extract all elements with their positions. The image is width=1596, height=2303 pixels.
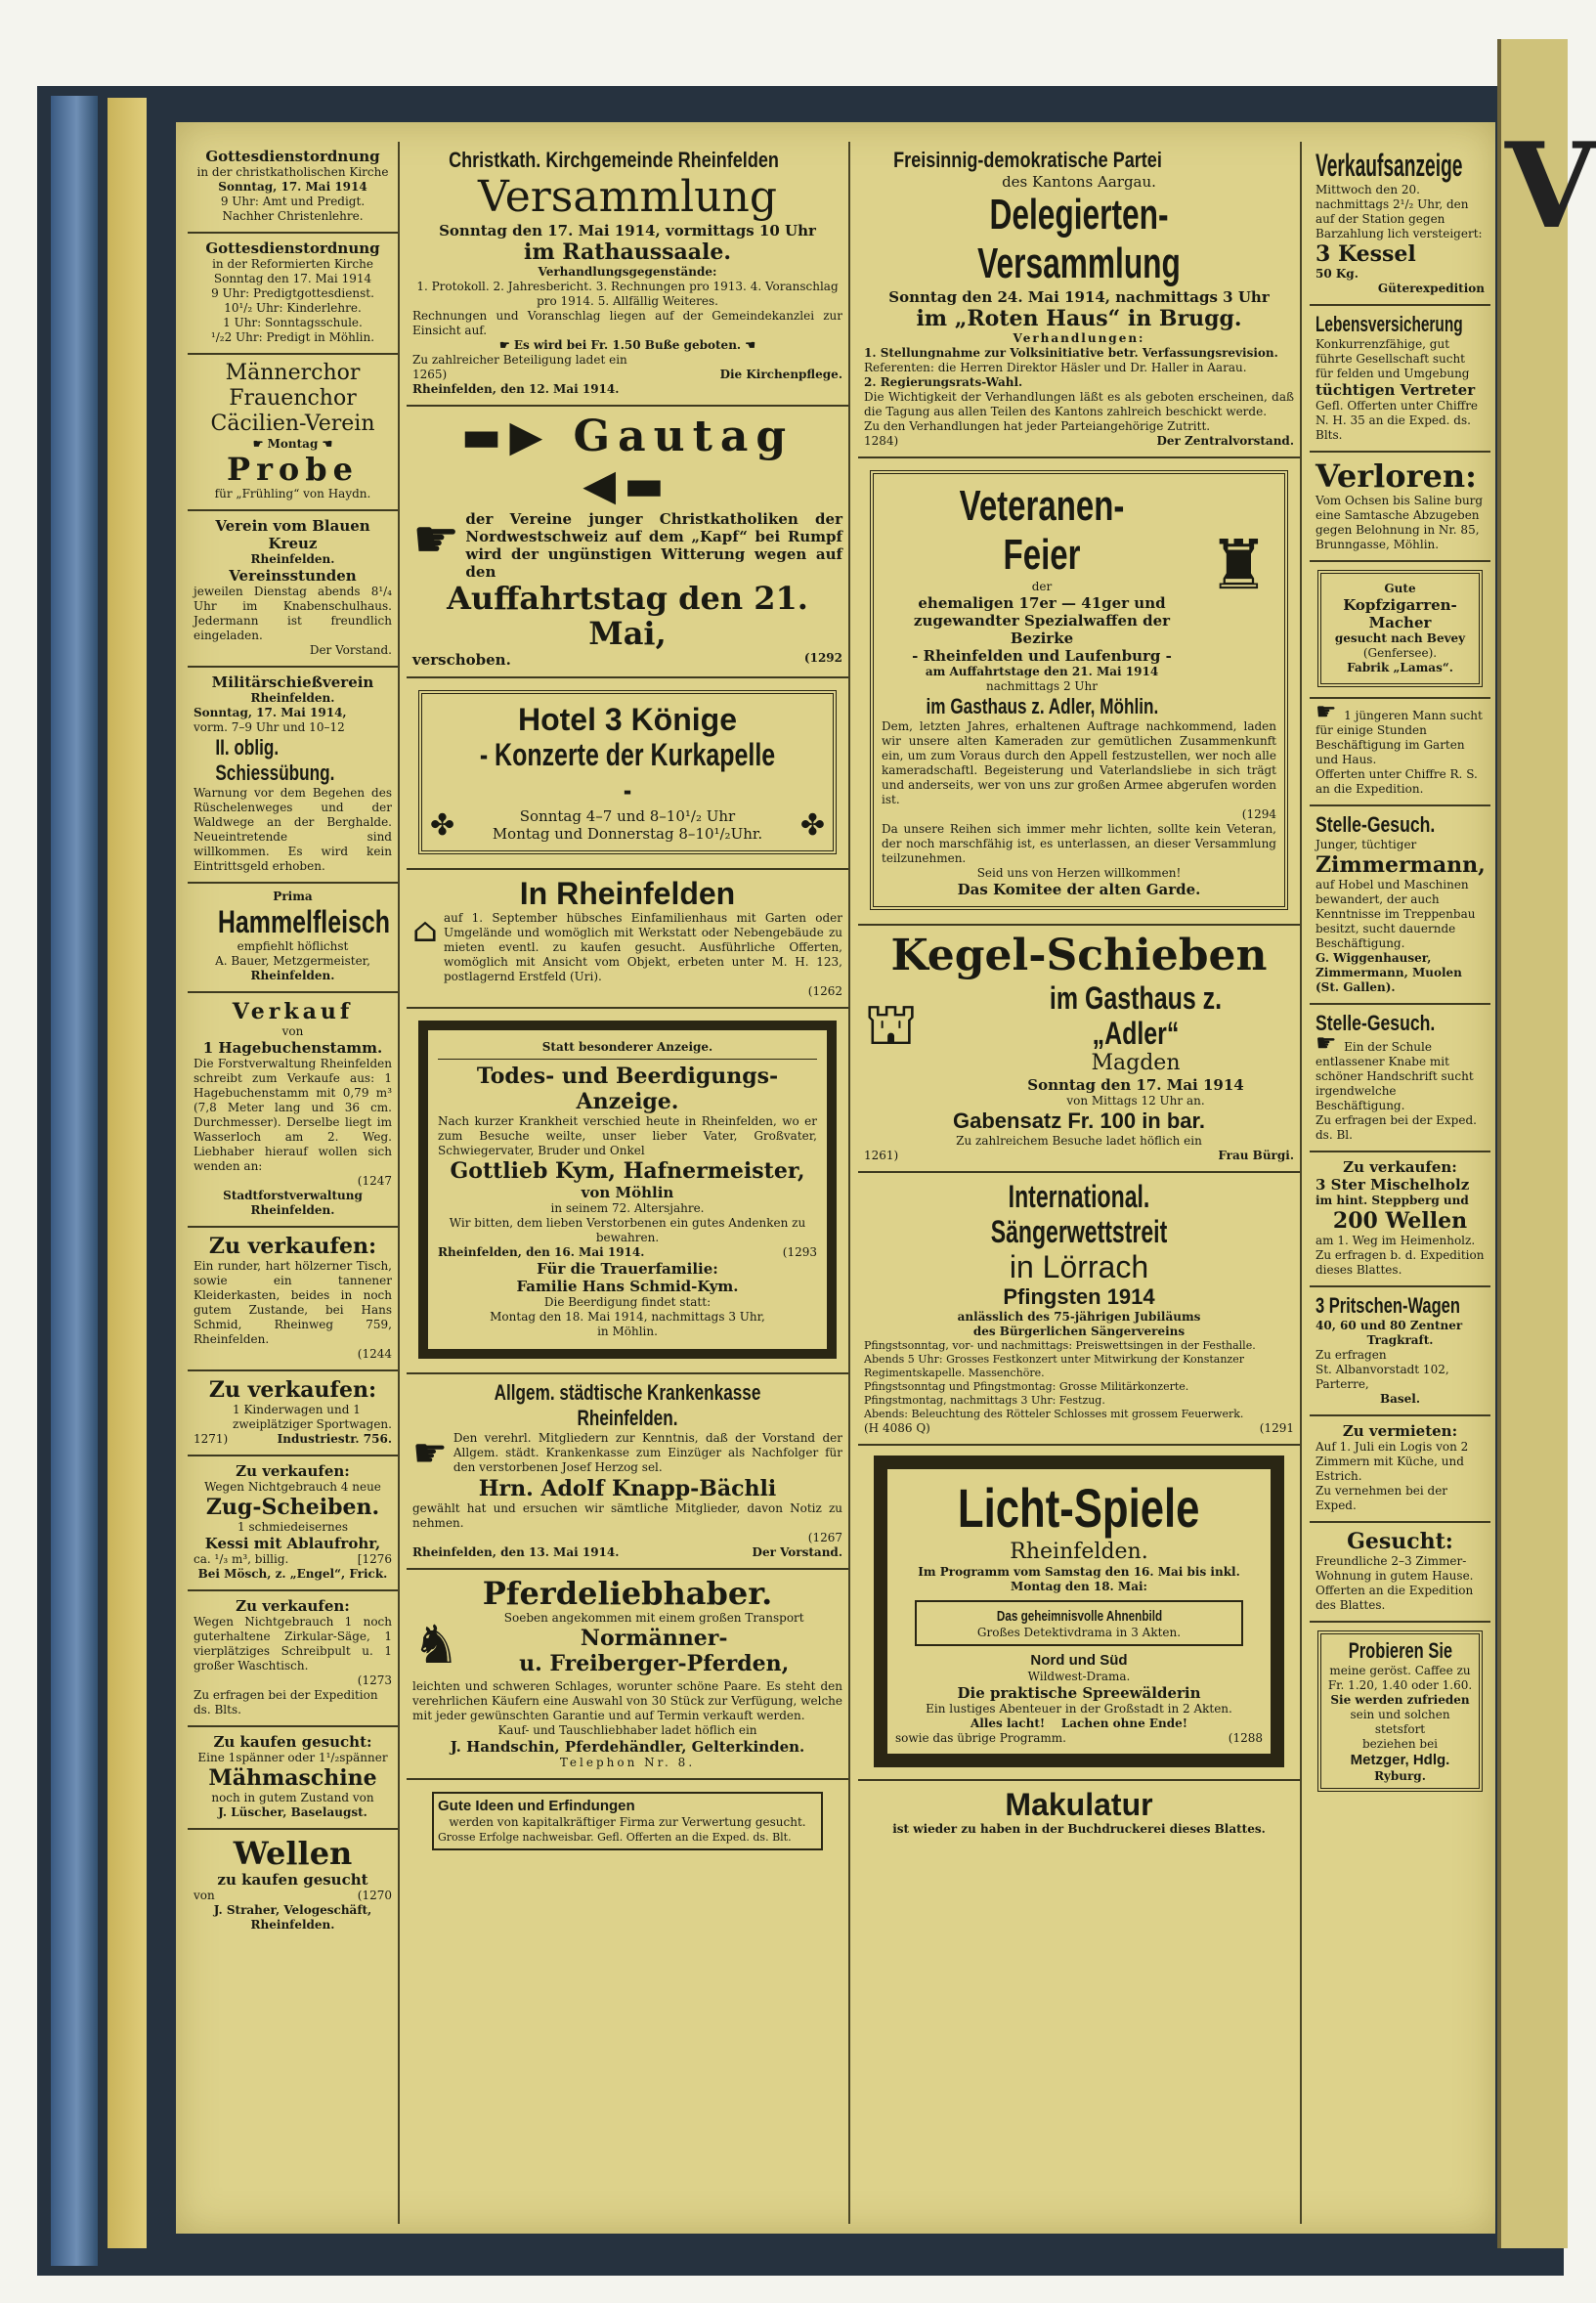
soldier-icon: ♜ (1208, 525, 1270, 605)
ornament-icon: ◀▬ (582, 460, 672, 510)
horse-icon: ♞ (412, 1614, 460, 1675)
pointing-hand-icon: ☛ (1316, 1029, 1345, 1057)
ad-wellen: Wellen zu kaufen gesucht von (1270 J. Straher, Velogeschäft, Rheinfelden. (194, 1835, 392, 1932)
column-2 (407, 142, 850, 2224)
pointing-hand-icon: ☛ (412, 508, 460, 570)
house-icon: ⌂ (412, 911, 438, 950)
ad-todesanzeige: Statt besonderer Anzeige. Todes- und Beerdigungs-Anzeige. Nach kurzer Krankheit verschied heute in Rheinfelden, wo er zum Besuche weilte, unser lieber Vater, Großvater, Schwiegervater, Bruder und Onkel Gottlieb Kym, Hafnermeister, von Möhlin in seinem 72. Altersjahre. Wir bitten, dem lieben Verstorbenen ein gutes Andenken zu bewahren. Rheinfelden, den 16. Mai 1914. (1293 Für die Trauerfamilie: Familie Hans Schmid-Kym. Die Beerdigung findet statt: Montag den 18. Mai 1914, nachmittags 3 Uhr, in Möhlin. (407, 1009, 848, 1374)
crest-icon: ✤ (430, 807, 455, 843)
hand-icon: ☛ (252, 437, 268, 451)
ad-probieren-sie: Probieren Sie meine geröst. Caffee zu Fr. 1.20, 1.40 oder 1.60. Sie werden zufrieden sein und solchen stetsfort beziehen bei Metzger, Hdlg. Ryburg. (1310, 1623, 1490, 1802)
ornament-icon: ▬▶ (460, 412, 574, 461)
ad-christkath-versammlung: Christkath. Kirchgemeinde Rheinfelden Versammlung Sonntag den 17. Mai 1914, vormittags 10 Uhr im Rathaussaale. Verhandlungsgegenstände: 1. Protokoll. 2. Jahresbericht. 3. Rechnungen pro 1913. 4. Voranschlag pro 1914. 5. Allfällig Weiteres. Rechnungen und Voranschlag liegen auf der Gemeindekanzlei zur Einsicht auf. ☛ Es wird bei Fr. 1.50 Buße geboten. ☚ Zu zahlreicher Beteiligung ladet ein 1265) Die Kirchenpflege. Rheinfelden, den 12. Mai 1914. (407, 142, 848, 407)
ad-kegelschieben: Kegel-Schieben ⛫ im Gasthaus z. „Adler“ Magden Sonntag den 17. Mai 1914 von Mittags 12 Uhr an. Gabensatz Fr. 100 in bar. Zu zahlreichem Besuche ladet höflich ein 1261) Frau Bürgi. (858, 926, 1300, 1173)
column-4 (1310, 142, 1490, 2224)
ad-krankenkasse: Allgem. städtische Krankenkasse Rheinfelden. ☛ Den verehrl. Mitgliedern zur Kenntnis, daß der Vorstand der Allgem. städt. Krankenkasse zum Einzüger als Nachfolger für den verstorbenen Josef Herzog sel. Hrn. Adolf Knapp-Bächli gewählt hat und ersuchen wir sämtliche Mitglieder, davon Notiz zu nehmen. (1267 Rheinfelden, den 13. Mai 1914. Der Vorstand. (407, 1374, 848, 1570)
ad-pferdeliebhaber: Pferdeliebhaber. ♞ Soeben angekommen mit einem großen Transport Normänner- u. Freiberger-Pferden, leichten und schweren Schlages, worunter schöne Paare. Es steht den verehrlichen Käufern eine Auswahl von 30 Stück zur Verfügung, welche mit jeder gewünschten Garantie und auf Termin verkauft werden. Kauf- und Tauschliebhaber ladet höflich ein J. Handschin, Pferdehändler, Gelterkinden. Telephon Nr. 8. (407, 1570, 848, 1780)
ad-hammelfleisch: Prima Hammelfleisch empfiehlt höflichst A. Bauer, Metzgermeister, Rheinfelden. (188, 884, 398, 993)
ad-maehmaschine: Zu kaufen gesucht: Eine 1spänner oder 1¹/₂spänner Mähmaschine noch in gutem Zustand von J. Lüscher, Baselaugst. (188, 1727, 398, 1830)
book-spine (51, 96, 98, 2266)
ad-kopfzigarren: Gute Kopfzigarren-Macher gesucht nach Bevey (Genfersee). Fabrik „Lamas“. (1310, 562, 1490, 699)
ad-veteranen-feier: Veteranen-Feier der ehemaligen 17er — 41ger und zugewandter Spezialwaffen der Bezirke - Rheinfelden und Laufenburg - am Auffahrtstage den 21. Mai 1914 nachmittags 2 Uhr im Gasthaus z. Adler, Möhlin. ♜ Dem, letzten Jahres, erhaltenen Auftrage nachkommend, laden wir unsere alten Kameraden zur gemütlichen Zusammenkunft ein, um zum Voraus durch den Appell festzustellen, wer noch alle kameradschaftl. Begeisterung und Vaterlandsliebe in sich trägt und anderseits, wer von uns zur großen Armee abgerufen worden ist. (1294 Da unsere Reihen sich immer mehr lichten, sollte kein Veteran, der noch marschfähig ist, es unterlassen, an dieser Versammlung teilzunehmen. Seid uns von Herzen willkommen! Das Komitee der alten Garde. (858, 458, 1300, 926)
pointing-hand-icon: ☛ (1316, 698, 1345, 725)
ad-lichtspiele: Licht-Spiele Rheinfelden. Im Programm vom Samstag den 16. Mai bis inkl. Montag den 18. Mai: Das geheimnisvolle Ahnenbild Großes Detektivdrama in 3 Akten. Nord und Süd Wildwest-Drama. Die praktische Spreewälderin Ein lustiges Abenteuer in der Großstadt in 2 Akten. Alles lacht! Lachen ohne Ende! sowie das übrige Programm. (1288 (858, 1446, 1300, 1781)
hand-icon: ☚ (741, 338, 756, 352)
pointing-hand-icon: ☛ (412, 1431, 448, 1476)
ad-stelle-gesuch-knabe: Stelle-Gesuch. ☛ Ein der Schule entlassener Knabe mit schöner Handschrift sucht irgendwelche Beschäftigung. Zu erfragen bei der Exped. ds. Bl. (1310, 1005, 1490, 1152)
ad-gautag: ▬▶ Gautag ◀▬ ☛ der Vereine junger Christkatholiken der Nordwestschweiz auf dem „Kapf“ bei Rumpf wird der ungünstigen Witterung wegen auf den Auffahrtstag den 21. Mai, verschoben. (1292 (407, 407, 848, 678)
ad-in-rheinfelden: In Rheinfelden ⌂ auf 1. September hübsches Einfamilienhaus mit Garten oder Umgelände und womöglich mit Werkstatt oder Nebengebäude zu mieten eventl. zu kaufen gesucht. Ausführliche Offerten, womöglich mit Ansicht vom Objekt, erbeten unter M. H. 123, postlagernd Erstfeld (Uri). (1262 (407, 870, 848, 1009)
ad-verkaufsanzeige: Verkaufsanzeige Mittwoch den 20. nachmittags 2¹/₂ Uhr, den auf der Station gegen Barzahlung lich versteigert: 3 Kessel 50 Kg. Güterexpedition (1310, 142, 1490, 306)
crest-icon: ✤ (799, 807, 825, 843)
ad-zirkularsaege: Zu verkaufen: Wegen Nichtgebrauch 1 noch guterhaltene Zirkular-Säge, 1 vierplätziges Schreibpult u. 1 großer Waschtisch. (1273 Zu erfragen bei der Expedition ds. Blts. (188, 1591, 398, 1727)
ad-blaues-kreuz: Verein vom Blauen Kreuz Rheinfelden. Vereinsstunden jeweilen Dienstag abends 8¹/₄ Uhr im Knabenschulhaus. Jedermann ist freundlich eingeladen. Der Vorstand. (188, 511, 398, 668)
ad-chorprobe: Männerchor Frauenchor Cäcilien-Verein ☛ Montag ☚ Probe für „Frühling“ von Haydn. (188, 355, 398, 511)
ad-verloren: Verloren: Vom Ochsen bis Saline burg eine Samtasche Abzugeben gegen Belohnung in Nr. 85, Brunngasse, Möhlin. (1310, 453, 1490, 562)
page-edges (108, 98, 147, 2248)
ad-zu-verkaufen-tisch: Zu verkaufen: Ein runder, hart hölzerner Tisch, sowie ein tannener Kleiderkasten, beides in noch gutem Zustande, bei Hans Schmid, Rheinweg 759, Rheinfelden. (1244 (188, 1228, 398, 1371)
bowling-scene-icon: ⛫ (864, 990, 919, 1059)
ad-hotel-3-koenige: Hotel 3 Könige - Konzerte der Kurkapelle - ✤ Sonntag 4–7 und 8–10¹/₂ Uhr Montag und Donnerstag 8–10¹/₂Uhr. ✤ (407, 678, 848, 870)
ad-gesucht-wohnung: Gesucht: Freundliche 2–3 Zimmer-Wohnung in gutem Hause. Offerten an die Expedition des Blattes. (1310, 1523, 1490, 1623)
ad-pritschen-wagen: 3 Pritschen-Wagen 40, 60 und 80 Zentner Tragkraft. Zu erfragen St. Albanvorstadt 102, Parterre, Basel. (1310, 1287, 1490, 1416)
ad-freisinnig-partei: Freisinnig-demokratische Partei des Kantons Aargau. Delegierten-Versammlung Sonntag den 24. Mai 1914, nachmittags 3 Uhr im „Roten Haus“ in Brugg. Verhandlungen: 1. Stellungnahme zur Volksinitiative betr. Verfassungsrevision. Referenten: die Herren Direktor Häsler und Dr. Haller in Aarau. 2. Regierungsrats-Wahl. Die Wichtigkeit der Verhandlungen läßt es als geboten erscheinen, daß die Tagung aus allen Teilen des Kantons zahlreich beschickt werde. Zu den Verhandlungen hat jeder Parteiangehörige Zutritt. 1284) Der Zentralvorstand. (858, 142, 1300, 458)
ad-saengerwettstreit: International. Sängerwettstreit in Lörrach Pfingsten 1914 anlässlich des 75-jährigen Jubiläums des Bürgerlichen Sängervereins Pfingstsonntag, vor- und nachmittags: Preiswettsingen in der Festhalle. Abends 5 Uhr: Grosses Festkonzert unter Mitwirkung der Konstanzer Regimentskapelle. Massenchöre. Pfingstsonntag und Pfingstmontag: Grosse Militärkonzerte. Pfingstmontag, nachmittags 3 Uhr: Festzug. Abends: Beleuchtung des Rötteler Schlosses mit grossem Feuerwerk. (H 4086 Q) (1291 (858, 1173, 1300, 1446)
ad-junger-mann: ☛ 1 jüngeren Mann sucht für einige Stunden Beschäftigung im Garten und Haus. Offerten unter Chiffre R. S. an die Expedition. (1310, 699, 1490, 806)
ad-gottesdienst-reformiert: Gottesdienstordnung in der Reformierten Kirche Sonntag den 17. Mai 1914 9 Uhr: Predigtgottesdienst. 10¹/₂ Uhr: Kinderlehre. 1 Uhr: Sonntagsschule. ¹/₂2 Uhr: Predigt in Möhlin. (188, 234, 398, 355)
ad-stelle-gesuch-zimmermann: Stelle-Gesuch. Junger, tüchtiger Zimmermann, auf Hobel und Maschinen bewandert, der auch Kenntnisse im Treppenbau besitzt, sucht dauernde Beschäftigung. G. Wiggenhauser, Zimmermann, Muolen (St. Gallen). (1310, 806, 1490, 1005)
hand-icon: ☚ (318, 437, 333, 451)
newspaper-page (176, 122, 1495, 2234)
ad-gottesdienst-christkath: Gottesdienstordnung in der christkatholischen Kirche Sonntag, 17. Mai 1914 9 Uhr: Amt und Predigt. Nachher Christenlehre. (188, 142, 398, 234)
ad-verkauf-hagebuche: Verkauf von 1 Hagebuchenstamm. Die Forstverwaltung Rheinfelden schreibt zum Verkaufe aus: 1 Hagebuchenstamm mit 0,79 m³ (7,8 Meter lang und 36 cm. Durchmesser). Derselbe liegt im Wasserloch am 2. Weg. Liebhaber hierauf wollen sich wenden an: (1247 Stadtforstverwaltung Rheinfelden. (188, 993, 398, 1228)
ad-zugscheiben: Zu verkaufen: Wegen Nichtgebrauch 4 neue Zug-Scheiben. 1 schmiedeisernes Kessi mit Ablaufrohr, ca. ¹/₃ m³, billig. [1276 Bei Mösch, z. „Engel“, Frick. (188, 1456, 398, 1591)
column-3 (858, 142, 1302, 2224)
ad-makulatur: Makulatur ist wieder zu haben in der Buchdruckerei dieses Blattes. (892, 1787, 1266, 1836)
ad-lebensversicherung: Lebensversicherung Konkurrenzfähige, gut führte Gesellschaft sucht für felden und Umgebung tüchtigen Vertreter Gefl. Offerten unter Chiffre N. H. 35 an die Exped. ds. Blts. (1310, 306, 1490, 453)
ad-ideen-erfindungen: Gute Ideen und Erfindungen werden von kapitalkräftiger Firma zur Verwertung gesucht. Grosse Erfolge nachweisbar. Gefl. Offerten an die Exped. ds. Blt. (407, 1780, 848, 1864)
next-page-edge: V (1497, 39, 1568, 2248)
hand-icon: ☛ (498, 338, 514, 352)
column-1 (188, 142, 400, 2224)
ad-schiessverein: Militärschießverein Rheinfelden. Sonntag, 17. Mai 1914, vorm. 7–9 Uhr und 10–12 II. oblig. Schiessübung. Warnung vor dem Begehen des Rüschelenweges und der Waldwege an der Berghalde. Neueintretende sind willkommen. Es wird kein Eintrittsgeld erhoben. (188, 668, 398, 884)
ad-zu-verkaufen-kinderwagen: Zu verkaufen: 1 Kinderwagen und 1 zweiplätziger Sportwagen. 1271) Industriestr. 756. (188, 1371, 398, 1456)
ad-mischelholz: Zu verkaufen: 3 Ster Mischelholz im hint. Steppberg und 200 Wellen am 1. Weg im Heimenholz. Zu erfragen b. d. Expedition dieses Blattes. (1310, 1152, 1490, 1287)
ad-zu-vermieten: Zu vermieten: Auf 1. Juli ein Logis von 2 Zimmern mit Küche, und Estrich. Zu vernehmen bei der Exped. (1310, 1416, 1490, 1523)
